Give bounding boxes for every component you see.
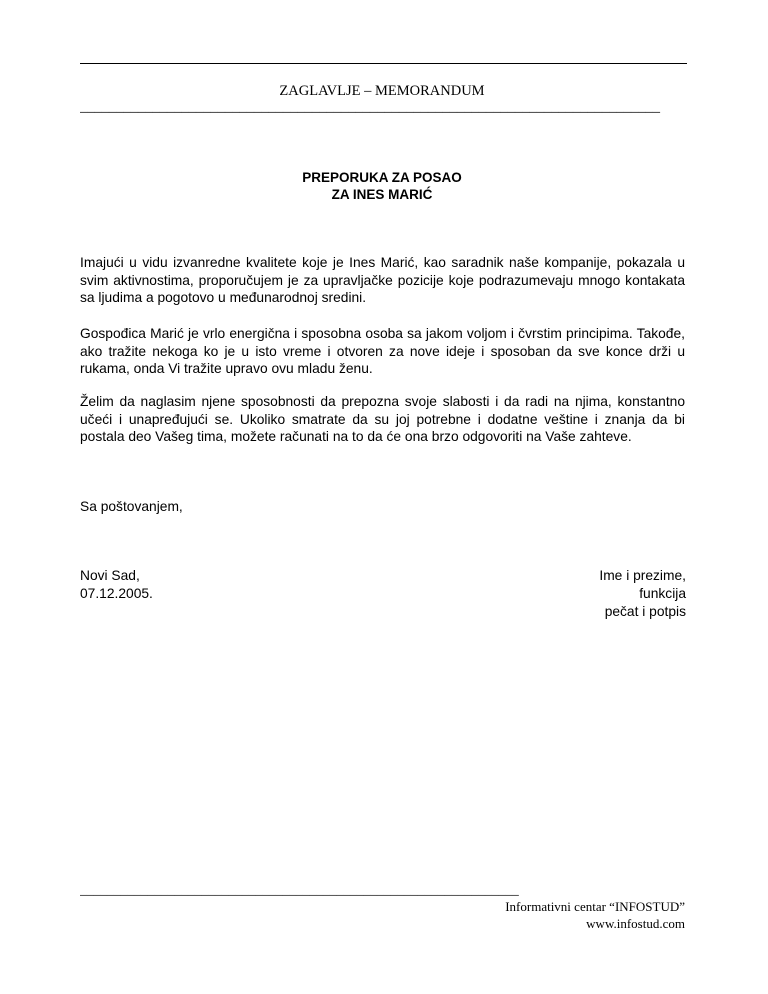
date-text: 07.12.2005. <box>80 586 153 601</box>
signature-block <box>599 567 686 621</box>
footer-rule: _________________________________________________________________ <box>80 882 519 897</box>
letterhead-underline: ________________________________________________________________________________ <box>80 99 660 115</box>
letterhead-title: ZAGLAVLJE – MEMORANDUM <box>279 83 485 99</box>
place-text: Novi Sad, <box>80 568 140 583</box>
footer-url: www.infostud.com <box>586 916 685 931</box>
title-line-1: PREPORUKA ZA POSAO <box>302 170 462 185</box>
body-paragraph-3: Želim da naglasim njene sposobnosti da prepozna svoje slabosti i da radi na njima, konstantno učeći i unapređujući se. Ukoliko smatrate da su joj potrebne i dodatne veštine i znanja da bi postala deo Vašeg tima, možete računati na to da će ona brzo odgovoriti na Vaše zahteve. <box>80 394 685 444</box>
body-paragraph-1: Imajući u vidu izvanredne kvalitete koje je Ines Marić, kao saradnik naše kompanije, pokazala u svim aktivnostima, proporučujem je za upravljačke pozicije koje podrazumevaju mnogo kontakata sa ljudima a pogotovo u međunarodnoj sredini. <box>80 255 685 305</box>
closing-salutation: Sa poštovanjem, <box>80 499 183 514</box>
footer-org: Informativni centar “INFOSTUD” <box>505 899 685 914</box>
document-title <box>80 169 684 203</box>
signature-function: funkcija <box>639 586 686 601</box>
signature-stamp: pečat i potpis <box>604 604 686 619</box>
place-date-block <box>80 567 153 603</box>
signature-name: Ime i prezime, <box>599 568 686 583</box>
footer-block <box>505 898 685 932</box>
body-paragraph-2: Gospođica Marić je vrlo energična i sposobna osoba sa jakom voljom i čvrstim principima. Takođe, ako tražite nekoga ko je u isto vreme i otvoren za nove ideje i sposoban da sve konce drži u rukama, onda Vi tražite upravo ovu mladu ženu. <box>80 326 685 376</box>
top-rule <box>80 63 687 64</box>
title-line-2: ZA INES MARIĆ <box>331 187 433 202</box>
